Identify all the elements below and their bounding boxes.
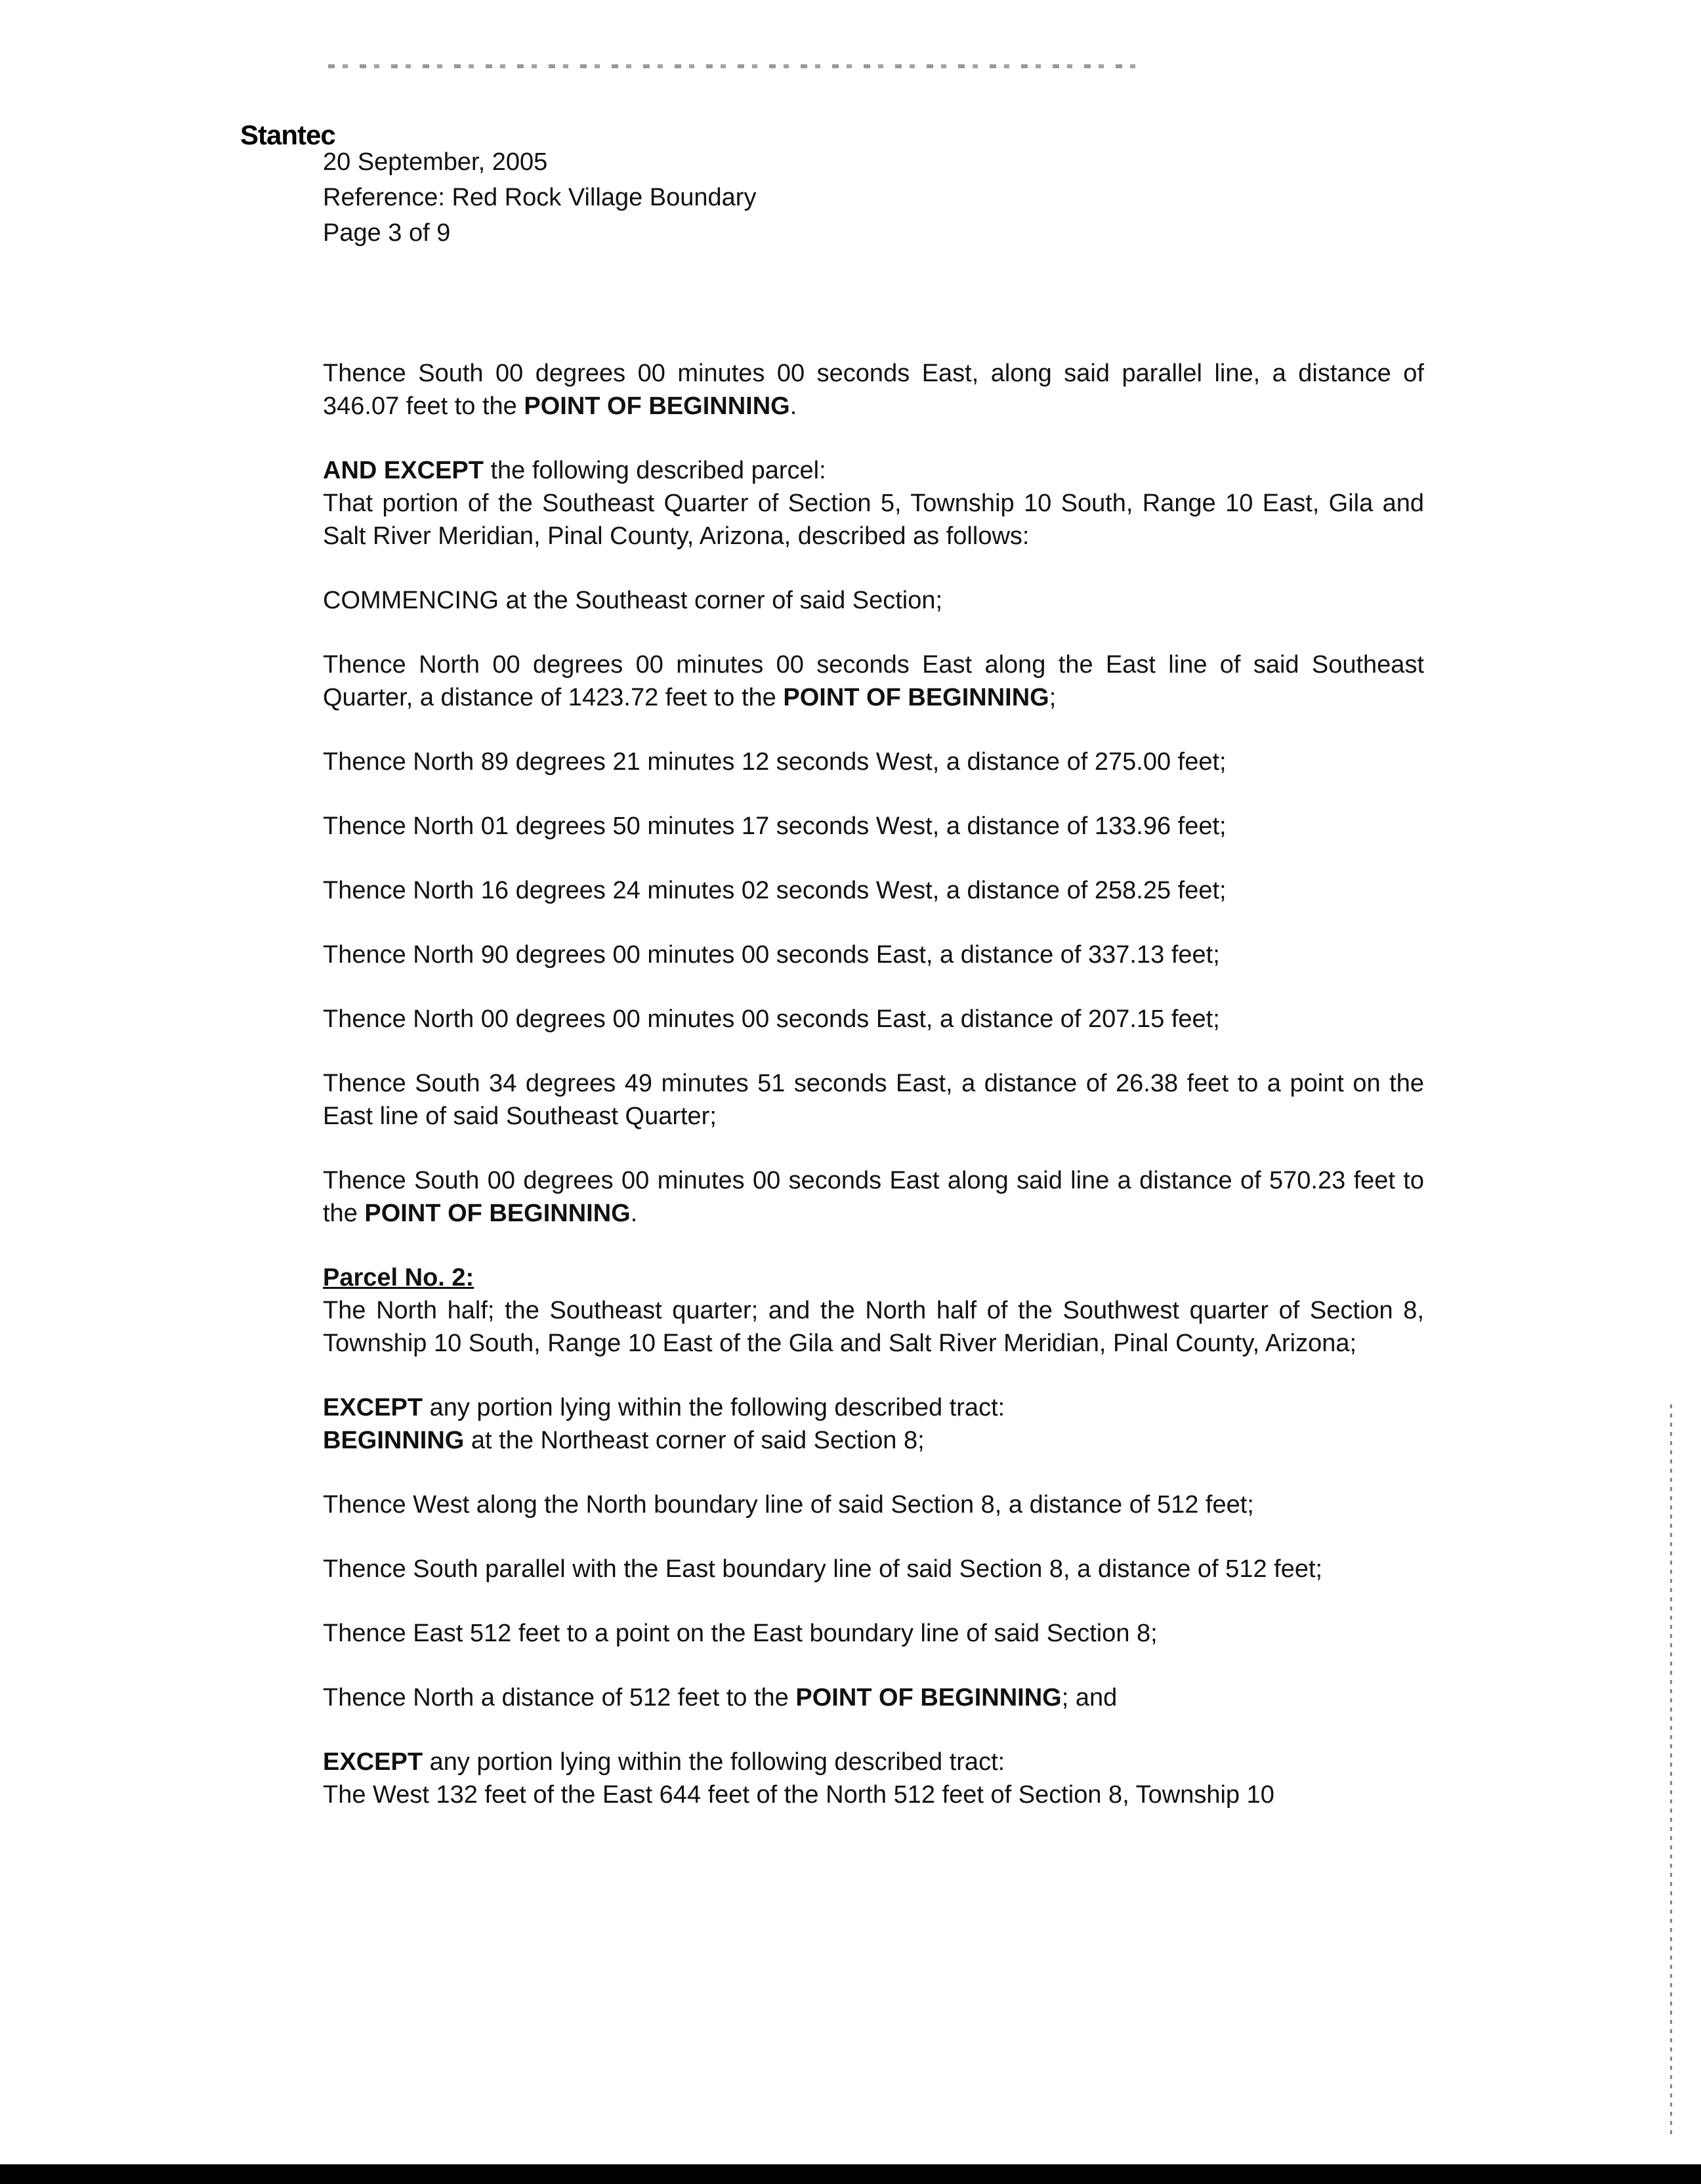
letter-header bbox=[323, 144, 756, 251]
paragraph-18: Thence East 512 feet to a point on the East boundary line of said Section 8; bbox=[323, 1620, 1158, 1647]
scan-artifact-top bbox=[328, 64, 1142, 68]
paragraph-15: BEGINNING at the Northeast corner of said Section 8; bbox=[323, 1427, 925, 1454]
company-logo: Stantec bbox=[240, 119, 335, 150]
paragraph-16: Thence West along the North boundary line of said Section 8, a distance of 512 feet; bbox=[323, 1491, 1254, 1519]
paragraph-2: AND EXCEPT the following described parcel: bbox=[323, 457, 826, 484]
paragraph-20: EXCEPT any portion lying within the following described tract: bbox=[323, 1748, 1005, 1776]
paragraph-17: Thence South parallel with the East boundary line of said Section 8, a distance of 512 feet; bbox=[323, 1555, 1323, 1583]
paragraph-11: Thence South 34 degrees 49 minutes 51 seconds East, a distance of 26.38 feet to a point on the East line of said Southeast Quarter; bbox=[323, 1070, 1424, 1130]
paragraph-9: Thence North 90 degrees 00 minutes 00 seconds East, a distance of 337.13 feet; bbox=[323, 941, 1220, 969]
parcel-heading: Parcel No. 2: bbox=[323, 1264, 474, 1292]
paragraph-14: EXCEPT any portion lying within the following described tract: bbox=[323, 1394, 1005, 1421]
paragraph-6: Thence North 89 degrees 21 minutes 12 seconds West, a distance of 275.00 feet; bbox=[323, 748, 1227, 776]
legal-description-body bbox=[323, 357, 1424, 1843]
paragraph-19: Thence North a distance of 512 feet to the POINT OF BEGINNING; and bbox=[323, 1684, 1118, 1712]
letter-reference: Reference: Red Rock Village Boundary bbox=[323, 184, 757, 211]
paragraph-1: Thence South 00 degrees 00 minutes 00 seconds East, along said parallel line, a distance of 346.07 feet to the POINT OF BEGINNING. bbox=[323, 360, 1424, 420]
scan-artifact-right-edge bbox=[1670, 1404, 1672, 2139]
paragraph-21: The West 132 feet of the East 644 feet of the North 512 feet of Section 8, Township 10 bbox=[323, 1781, 1274, 1809]
paragraph-4: COMMENCING at the Southeast corner of said Section; bbox=[323, 587, 943, 614]
paragraph-8: Thence North 16 degrees 24 minutes 02 seconds West, a distance of 258.25 feet; bbox=[323, 877, 1227, 904]
paragraph-10: Thence North 00 degrees 00 minutes 00 seconds East, a distance of 207.15 feet; bbox=[323, 1005, 1220, 1033]
paragraph-7: Thence North 01 degrees 50 minutes 17 seconds West, a distance of 133.96 feet; bbox=[323, 812, 1227, 840]
paragraph-12: Thence South 00 degrees 00 minutes 00 seconds East along said line a distance of 570.23 feet to the POINT OF BEGINNING. bbox=[323, 1167, 1424, 1227]
scan-bottom-border bbox=[0, 2164, 1701, 2184]
page-number: Page 3 of 9 bbox=[323, 219, 451, 247]
paragraph-3: That portion of the Southeast Quarter of Section 5, Township 10 South, Range 10 East, Gila and Salt River Meridian, Pinal County, Arizona, described as follows: bbox=[323, 490, 1424, 550]
paragraph-13: The North half; the Southeast quarter; and the North half of the Southwest quarter of Section 8, Township 10 South, Range 10 East of the Gila and Salt River Meridian, Pinal County, Arizona; bbox=[323, 1297, 1424, 1357]
letter-date: 20 September, 2005 bbox=[323, 148, 548, 176]
paragraph-5: Thence North 00 degrees 00 minutes 00 seconds East along the East line of said Southeast Quarter, a distance of 1423.72 feet to the POINT OF BEGINNING; bbox=[323, 651, 1424, 711]
